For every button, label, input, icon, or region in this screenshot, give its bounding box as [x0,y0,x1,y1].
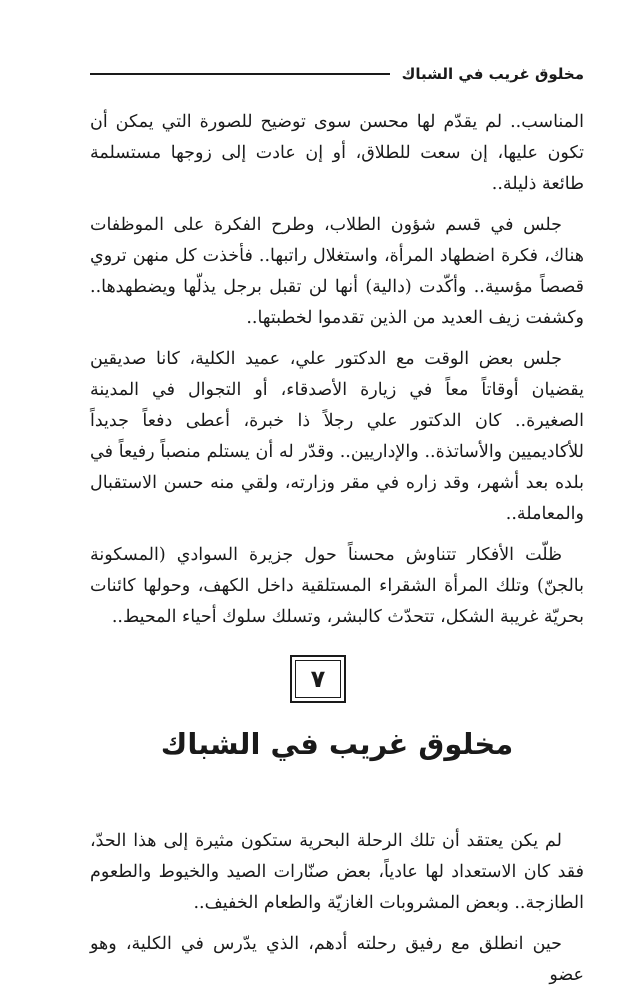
paragraph: المناسب.. لم يقدّم لها محسن سوى توضيح للصورة التي يمكن أن تكون عليها، إن سعت للطلاق، أو إن عادت إلى زوجها مستسلمة طائعة ذليلة.. [90,112,584,194]
page-header [90,62,584,86]
paragraph: لم يكن يعتقد أن تلك الرحلة البحرية ستكون مثيرة إلى هذا الحدّ، فقد كان الاستعداد لها عادياً، بعض صنّارات الصيد والخيوط والطعوم الطازجة.. وبعض المشروبات الغازيّة والطعام الخفيف.. [90,831,584,913]
chapter-number-box [290,655,346,703]
body-text-bottom [90,826,584,1001]
chapter-number: ٧ [295,660,341,698]
paragraph: ظلّت الأفكار تتناوش محسناً حول جزيرة السوادي (المسكونة بالجنّ) وتلك المرأة الشقراء المستلقية داخل الكهف، وحولها كائنات بحريّة غريبة الشكل، تتحدّث كالبشر، وتسلك سلوك أحياء المحيط.. [90,545,584,627]
paragraph: جلس بعض الوقت مع الدكتور علي، عميد الكلية، كانا صديقين يقضيان أوقاتاً معاً في زيارة الأصدقاء، أو التجوال في المدينة الصغيرة.. كان الدكتور علي رجلاً ذا خبرة، أعطى دفعاً جديداً للأكاديميين والأساتذة.. والإداريين.. وقدّر له أن يستلم منصباً رفيعاً في بلده بعد أشهر، وقد زاره في مقر وزارته، ولقي منه حسن الاستقبال والمعاملة.. [90,349,584,524]
paragraph: جلس في قسم شؤون الطلاب، وطرح الفكرة على الموظفات هناك، فكرة اضطهاد المرأة، واستغلال راتبها.. فأخذت كل منهن تروي قصصاً مؤسية.. وأكّدت (دالية) أنها لن تقبل برجل يذلّها ويضطهدها.. وكشفت زيف العديد من الذين تقدموا لخطبتها.. [90,215,584,328]
header-rule [90,73,390,75]
body-text-top [90,107,584,643]
paragraph: حين انطلق مع رفيق رحلته أدهم، الذي يدّرس في الكلية، وهو عضو [90,934,584,985]
chapter-title: مخلوق غريب في الشباك [160,727,514,761]
running-title: مخلوق غريب في الشباك [401,65,584,83]
